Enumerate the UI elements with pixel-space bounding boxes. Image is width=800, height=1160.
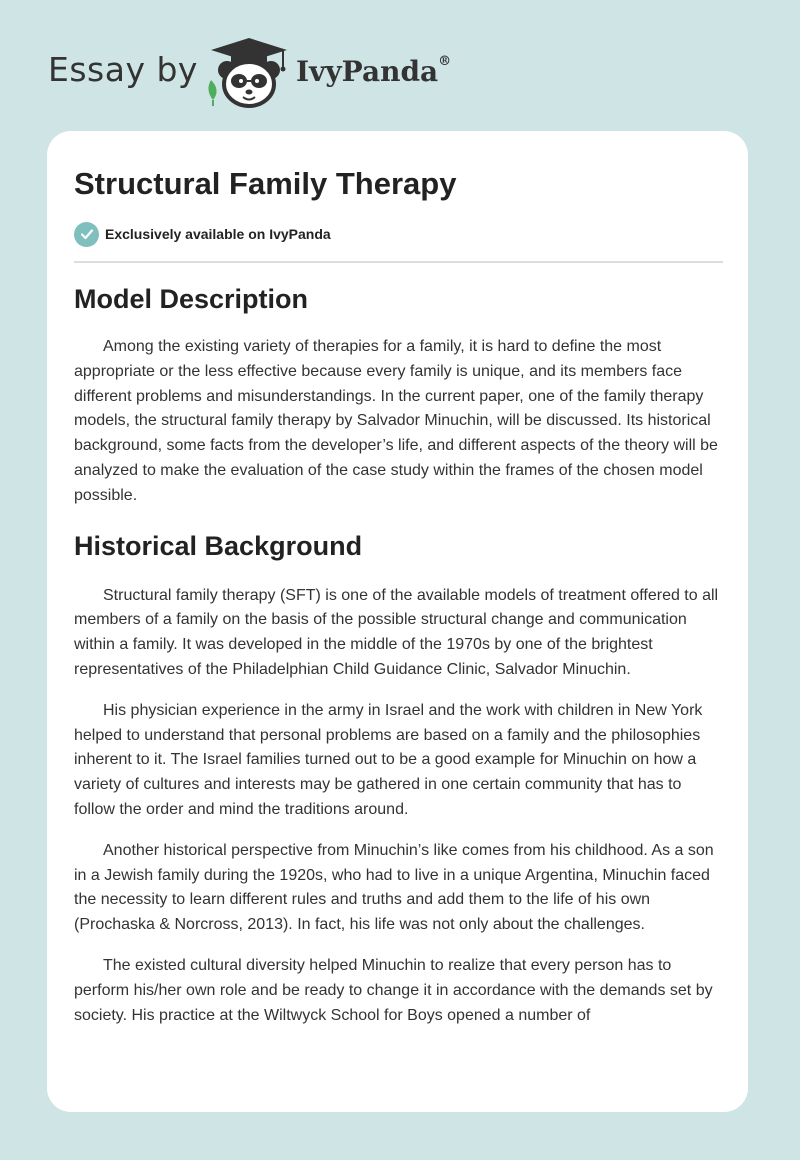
divider (74, 261, 723, 263)
brand-text: IvyPanda (296, 55, 439, 88)
article-card (47, 131, 748, 1112)
paragraph: Among the existing variety of therapies for a family, it is hard to define the most appropriate or the less effective because every family is unique, and its members face different problems and misunderstandings. In the current paper, one of the family therapy models, the structural family therapy by Salvador Minuchin, will be discussed. Its historical background, some facts from the developer’s life, and different aspects of the theory will be analyzed to make the evaluation of the case study within the frames of the chosen model possible. (74, 338, 718, 504)
essay-by-label: Essay by (48, 50, 198, 89)
paragraph: The existed cultural diversity helped Minuchin to realize that every person has to perform his/her own role and be ready to change it in accordance with the demands set by society. His practice at the Wiltwyck School for Boys opened a number of (74, 956, 713, 1024)
check-icon (74, 222, 99, 247)
page-title: Structural Family Therapy (74, 166, 457, 201)
registered-mark: ® (438, 53, 452, 69)
panda-logo-icon (203, 36, 291, 110)
paragraph: Structural family therapy (SFT) is one of the available models of treatment offered to all members of a family on the basis of the possible structural change and communication within a family. It was developed in the middle of the 1970s by one of the brightest representatives of the Philadelphian Child Guidance Clinic, Salvador Minuchin. (74, 586, 719, 678)
exclusive-badge (74, 221, 331, 247)
section-heading: Historical Background (74, 530, 363, 561)
paragraph: His physician experience in the army in Israel and the work with children in New York helped to understand that personal problems are based on a family and the philosophies inherent to it. The Israel families turned out to be a good example for Minuchin on how a variety of cultures and interests may be gathered in one certain community that has to follow the order and mind the traditions around. (74, 701, 703, 818)
badge-label: Exclusively available on IvyPanda (105, 226, 331, 242)
paragraph: Another historical perspective from Minuchin’s like comes from his childhood. As a son in a Jewish family during the 1920s, who had to live in a unique Argentina, Minuchin faced the necessity to learn different rules and truths and add them to the life of his own (Prochaska & Norcross, 2013). In fact, his life was not only about the challenges. (74, 841, 714, 934)
brand-name[interactable] (296, 55, 451, 88)
section-heading: Model Description (74, 284, 309, 314)
site-header (0, 0, 800, 120)
article-body (74, 281, 724, 1028)
